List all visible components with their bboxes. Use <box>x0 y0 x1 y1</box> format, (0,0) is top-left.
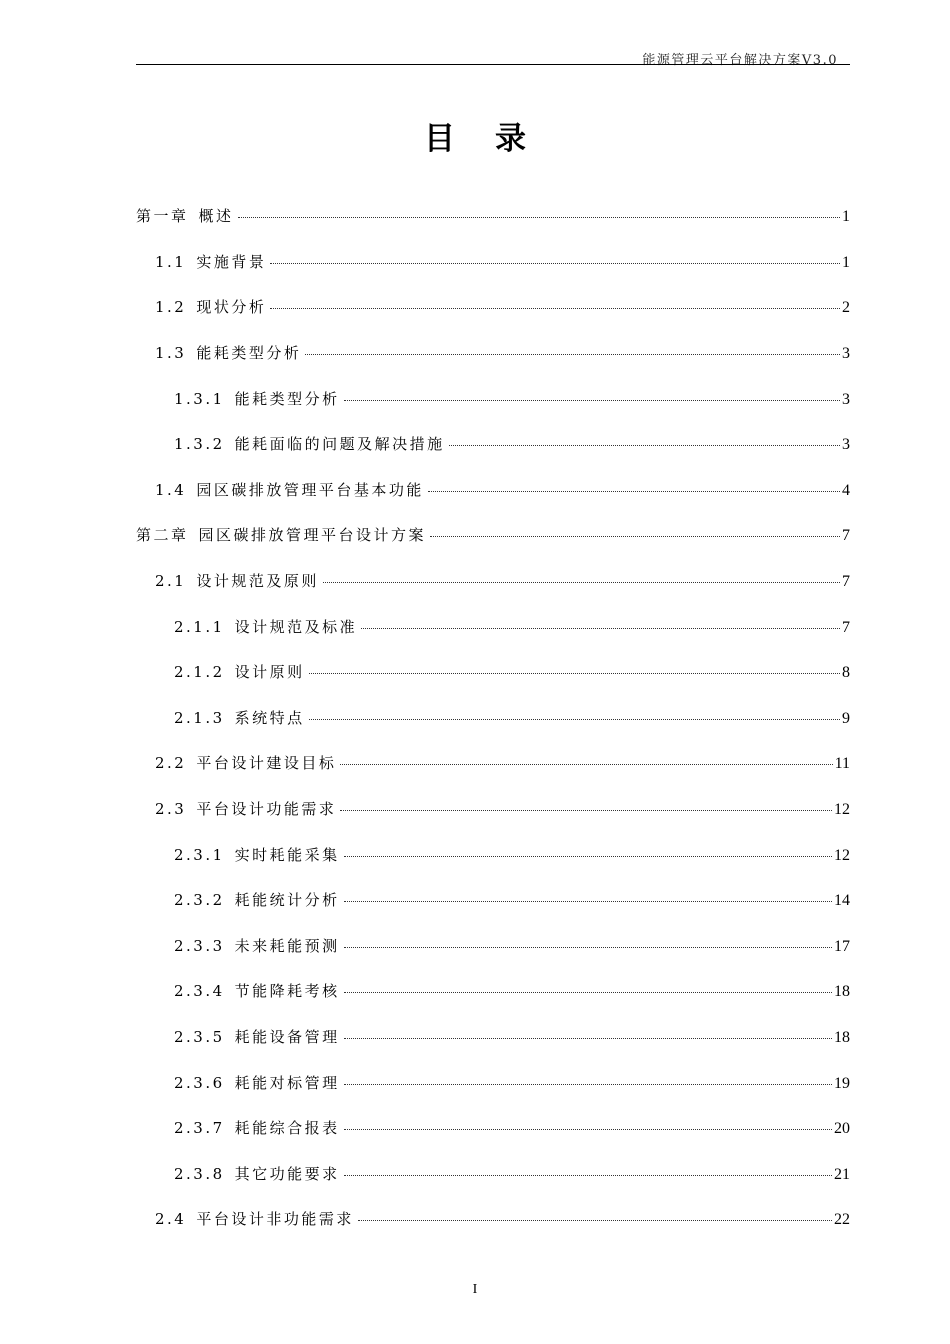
toc-entry-label <box>174 661 305 682</box>
toc-entry[interactable] <box>0 193 950 239</box>
toc-entry-label <box>174 1072 340 1093</box>
toc-entry-number: 1.3.1 <box>174 389 225 408</box>
toc-entry[interactable] <box>0 1059 950 1105</box>
toc-leader-dots <box>344 947 832 948</box>
header-rule <box>136 64 850 65</box>
toc-entry-line <box>174 388 850 409</box>
toc-entry-title: 实施背景 <box>196 252 267 271</box>
toc-entry-title: 系统特点 <box>234 708 305 727</box>
toc-entry-line <box>174 980 850 1001</box>
toc-entry-number: 2.2 <box>155 754 187 773</box>
toc-entry-number: 2.3.3 <box>174 936 225 955</box>
toc-entry-title: 园区碳排放管理平台基本功能 <box>196 480 424 499</box>
toc-entry-title: 现状分析 <box>196 298 267 317</box>
toc-entry-line <box>174 1026 850 1047</box>
toc-entry-number: 1.3 <box>155 344 187 363</box>
toc-leader-dots <box>344 400 840 401</box>
toc-entry-page: 17 <box>834 937 850 955</box>
toc-entry-number: 第二章 <box>136 526 189 545</box>
toc-entry-label <box>155 251 266 272</box>
toc-leader-dots <box>344 1038 832 1039</box>
toc-entry-title: 未来耗能预测 <box>234 936 340 955</box>
toc-entry-page: 12 <box>834 801 850 819</box>
toc-entry-title: 节能降耗考核 <box>234 982 340 1001</box>
toc-entry-label <box>174 1163 340 1184</box>
toc-entry-line <box>155 752 850 773</box>
toc-entry-page: 1 <box>842 208 850 226</box>
toc-entry[interactable] <box>0 558 950 604</box>
toc-entry-label <box>155 479 424 500</box>
toc-entry-label <box>174 433 445 454</box>
toc-entry-title: 设计规范及标准 <box>234 617 358 636</box>
toc-entry[interactable] <box>0 786 950 832</box>
toc-entry-number: 2.1 <box>155 572 187 591</box>
toc-entry-title: 平台设计建设目标 <box>196 754 337 773</box>
toc-entry-line <box>174 707 850 728</box>
toc-entry[interactable] <box>0 1196 950 1242</box>
toc-entry[interactable] <box>0 421 950 467</box>
toc-entry-label <box>174 980 340 1001</box>
toc-entry-line <box>174 433 850 454</box>
toc-leader-dots <box>340 810 832 811</box>
toc-entry-title: 耗能统计分析 <box>234 891 340 910</box>
toc-entry-line <box>174 889 850 910</box>
toc-entry-title: 耗能设备管理 <box>234 1027 340 1046</box>
toc-entry-number: 2.3.8 <box>174 1164 225 1183</box>
toc-entry-number: 2.3.6 <box>174 1073 225 1092</box>
toc-entry[interactable] <box>0 239 950 285</box>
toc-entry-title: 能耗类型分析 <box>234 389 340 408</box>
toc-entry-label <box>155 798 336 819</box>
toc-entry-line <box>155 342 850 363</box>
toc-leader-dots <box>309 719 840 720</box>
toc-entry[interactable] <box>0 1105 950 1151</box>
toc-entry-number: 1.4 <box>155 480 187 499</box>
toc-entry-number: 2.1.1 <box>174 617 225 636</box>
toc-entry-line <box>155 296 850 317</box>
toc-entry-label <box>155 1208 354 1229</box>
toc-entry-page: 14 <box>834 892 850 910</box>
toc-leader-dots <box>428 491 840 492</box>
toc-entry-page: 19 <box>834 1074 850 1092</box>
toc-entry-page: 3 <box>842 390 850 408</box>
toc-entry-line <box>155 1208 850 1229</box>
toc-entry-number: 1.2 <box>155 298 187 317</box>
toc-entry-page: 9 <box>842 709 850 727</box>
toc-entry[interactable] <box>0 1150 950 1196</box>
toc-entry-number: 第一章 <box>136 207 189 226</box>
toc-entry[interactable] <box>0 467 950 513</box>
toc-entry-title: 能耗类型分析 <box>196 344 302 363</box>
toc-entry-label <box>155 342 301 363</box>
toc-entry-title: 园区碳排放管理平台设计方案 <box>198 526 427 545</box>
toc-entry-line <box>155 251 850 272</box>
toc-entry-line <box>174 844 850 865</box>
toc-leader-dots <box>449 445 840 446</box>
toc-entry-line <box>174 1163 850 1184</box>
toc-entry-label <box>174 616 357 637</box>
toc-entry-number: 1.3.2 <box>174 435 225 454</box>
toc-entry-number: 2.3.2 <box>174 891 225 910</box>
toc-leader-dots <box>361 628 840 629</box>
toc-entry-line <box>174 1072 850 1093</box>
toc-entry-label <box>155 752 336 773</box>
toc-entry-line <box>155 570 850 591</box>
toc-entry-number: 2.3.5 <box>174 1027 225 1046</box>
toc-entry-number: 2.3.7 <box>174 1119 225 1138</box>
toc-entry-label <box>174 935 340 956</box>
toc-entry-page: 7 <box>842 527 850 545</box>
toc-leader-dots <box>344 1084 832 1085</box>
toc-entry-page: 2 <box>842 299 850 317</box>
toc-entry[interactable] <box>0 375 950 421</box>
toc-leader-dots <box>344 856 832 857</box>
toc-entry-page: 4 <box>842 481 850 499</box>
toc-entry-page: 22 <box>834 1211 850 1229</box>
toc-entry[interactable] <box>0 330 950 376</box>
toc-entry[interactable] <box>0 740 950 786</box>
toc-entry[interactable] <box>0 923 950 969</box>
toc-entry-title: 概述 <box>198 207 234 226</box>
toc-entry-page: 18 <box>834 983 850 1001</box>
toc-entry-label <box>174 388 340 409</box>
toc-entry-page: 7 <box>842 618 850 636</box>
toc-entry-line <box>155 798 850 819</box>
toc-entry-page: 20 <box>834 1120 850 1138</box>
toc-entry[interactable] <box>0 1014 950 1060</box>
toc-entry-page: 7 <box>842 573 850 591</box>
toc-leader-dots <box>305 354 840 355</box>
toc-entry-label <box>174 1026 340 1047</box>
toc-entry-number: 1.1 <box>155 252 187 271</box>
toc-entry-label <box>174 1117 340 1138</box>
toc-entry-number: 2.3.4 <box>174 982 225 1001</box>
toc-entry-label <box>174 844 340 865</box>
toc-leader-dots <box>344 901 832 902</box>
toc-entry[interactable] <box>0 603 950 649</box>
toc-leader-dots <box>270 308 840 309</box>
toc-entry-line <box>174 661 850 682</box>
toc-entry-title: 平台设计功能需求 <box>196 800 337 819</box>
running-header: 能源管理云平台解决方案V3.0 <box>642 53 838 68</box>
toc-entry[interactable] <box>0 877 950 923</box>
toc-leader-dots <box>340 764 832 765</box>
toc-entry-title: 实时耗能采集 <box>234 845 340 864</box>
toc-entry-label <box>174 707 305 728</box>
toc-leader-dots <box>323 582 840 583</box>
toc-entry-number: 2.1.2 <box>174 663 225 682</box>
toc-entry-number: 2.3 <box>155 800 187 819</box>
toc-entry-title: 其它功能要求 <box>234 1164 340 1183</box>
toc-leader-dots <box>238 217 840 218</box>
toc-entry-title: 设计原则 <box>234 663 305 682</box>
toc-entry[interactable] <box>0 968 950 1014</box>
toc-leader-dots <box>344 992 832 993</box>
toc-entry-label <box>155 570 319 591</box>
toc-leader-dots <box>309 673 840 674</box>
toc-entry-label <box>155 296 266 317</box>
toc-entry-page: 21 <box>834 1165 850 1183</box>
toc-entry-page: 3 <box>842 345 850 363</box>
toc-entry-number: 2.4 <box>155 1210 187 1229</box>
toc-leader-dots <box>344 1175 832 1176</box>
toc-entry-line <box>155 479 850 500</box>
toc-entry-line <box>136 205 850 226</box>
toc-entry-line <box>174 616 850 637</box>
toc-entry-label <box>136 205 234 226</box>
toc-entry-title: 耗能综合报表 <box>234 1119 340 1138</box>
page-title: 目录 <box>424 121 566 157</box>
toc-entry-page: 8 <box>842 664 850 682</box>
table-of-contents <box>0 193 950 1242</box>
toc-entry-line <box>174 935 850 956</box>
toc-entry[interactable] <box>0 512 950 558</box>
toc-entry-title: 耗能对标管理 <box>234 1073 340 1092</box>
footer-page-number: I <box>472 1282 478 1297</box>
toc-entry-title: 能耗面临的问题及解决措施 <box>234 435 445 454</box>
toc-leader-dots <box>358 1220 832 1221</box>
toc-entry-page: 18 <box>834 1028 850 1046</box>
toc-entry-line <box>174 1117 850 1138</box>
toc-leader-dots <box>430 536 840 537</box>
toc-entry-page: 11 <box>834 755 850 773</box>
toc-entry-title: 平台设计非功能需求 <box>196 1210 354 1229</box>
toc-entry-page: 1 <box>842 253 850 271</box>
toc-entry-number: 2.1.3 <box>174 708 225 727</box>
toc-leader-dots <box>344 1129 832 1130</box>
toc-entry[interactable] <box>0 284 950 330</box>
toc-entry-title: 设计规范及原则 <box>196 572 319 591</box>
toc-entry-page: 3 <box>842 436 850 454</box>
toc-entry-label <box>174 889 340 910</box>
toc-entry-number: 2.3.1 <box>174 845 225 864</box>
toc-entry[interactable] <box>0 831 950 877</box>
toc-entry-label <box>136 524 426 545</box>
toc-entry-line <box>136 524 850 545</box>
toc-entry-page: 12 <box>834 846 850 864</box>
toc-leader-dots <box>270 263 840 264</box>
toc-entry[interactable] <box>0 695 950 741</box>
toc-entry[interactable] <box>0 649 950 695</box>
